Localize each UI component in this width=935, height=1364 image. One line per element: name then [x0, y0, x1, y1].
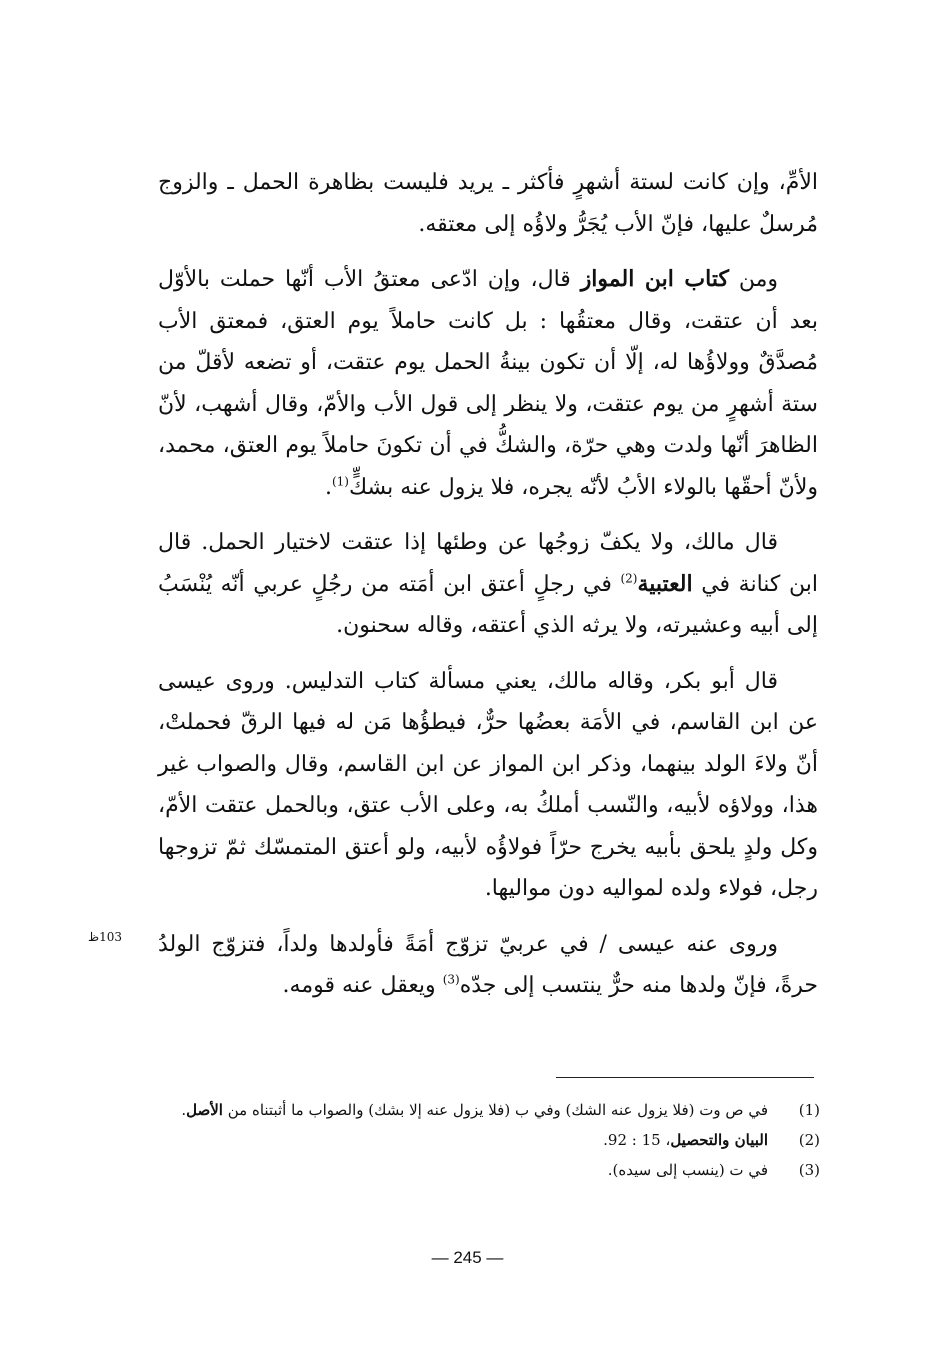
- folio-margin-note: 103ظ: [88, 930, 123, 944]
- text-run: ، 15 : 92.: [603, 1131, 671, 1149]
- text-run: في رجلٍ أعتق ابن أمَته من رجُلٍ عربي أنّه يُنْسَبُ إلى أبيه وعشيرته، ولا يرثه الذي أعتقه، وقاله سحنون.: [158, 571, 818, 638]
- footnote-text: [150, 1095, 768, 1125]
- paragraph-4: [158, 661, 818, 910]
- footnote-reference: (3): [442, 972, 460, 987]
- footnote-divider: [556, 1077, 814, 1078]
- bold-citation: العتبية: [637, 570, 693, 597]
- text-run: قال، وإن ادّعى معتقُ الأب أنّها حملت بالأوّل بعد أن عتقت، وقال معتقُها : بل كانت حاملاً يوم العتق، فمعتق الأب مُصدَّقٌ وولاؤُها له، إلّا أن تكون بينةُ الحمل يوم عتقت، أو تضعه لأقلّ من ستة أشهرٍ من يوم عتقت، ولا ينظر إلى قول الأب والأمّ، وقال أشهب، لأنّ الظاهرَ أنّها ولدت وهي حرّة، والشكُّ في أن تكونَ حاملاً يوم العتق، محمد، ولأنّ أحقّها بالولاء الأبُ لأنّه يجره، فلا يزول عنه بشكٍّ: [158, 267, 818, 500]
- text-run: .: [181, 1101, 187, 1119]
- footnote-1: [150, 1095, 820, 1125]
- text-run: ويعقل عنه قومه.: [282, 973, 443, 998]
- text-run: قال أبو بكر، وقاله مالك، يعني مسألة كتاب التدليس. وروى عيسى عن ابن القاسم، في الأمَة بعضُها حرٌّ، فيطؤُها مَن له فيها الرقّ فحملتْ، أنّ ولاءَ الولد بينهما، وذكر ابن المواز عن ابن القاسم، وقال والصواب غير هذا، وولاؤه لأبيه، والنّسب أملكُ به، وعلى الأب عتق، وبالحمل عتقت الأمّ، وكل ولدٍ يلحق بأبيه يخرج حرّاً فولاؤُه لأبيه، ولو أعتق المتمسّك ثمّ تزوجها رجل، فولاء ولده لمواليه دون مواليها.: [158, 668, 818, 901]
- footnote-reference: (1): [331, 474, 349, 489]
- text-run: في ص وت (فلا يزول عنه الشك) وفي ب (فلا يزول عنه إلا بشك) والصواب ما أثبتناه من: [222, 1101, 768, 1119]
- text-run: في ت (ينسب إلى سيده).: [607, 1161, 768, 1179]
- bold-citation: كتاب ابن المواز: [580, 266, 729, 292]
- text-run: ومن: [728, 267, 778, 292]
- paragraph-3: [158, 522, 818, 647]
- main-text: [158, 162, 818, 1007]
- paragraph-2: [158, 259, 818, 508]
- footnote-reference: (2): [620, 571, 638, 586]
- footnote-number: (1): [798, 1101, 820, 1119]
- footnotes: [150, 1095, 820, 1185]
- footnote-2: [150, 1125, 820, 1155]
- bold-citation: البيان والتحصيل: [670, 1131, 768, 1149]
- footnote-3: [150, 1155, 820, 1185]
- bold-citation: الأصل: [186, 1101, 223, 1119]
- footnote-text: [150, 1125, 768, 1155]
- paragraph-5: [158, 924, 818, 1007]
- paragraph-1: [158, 162, 818, 245]
- footnote-number: (3): [798, 1161, 820, 1179]
- text-run: الأمِّ، وإن كانت لستة أشهرٍ فأكثر ـ يريد فليست بظاهرة الحمل ـ والزوج مُرسلٌ عليها، فإنّ الأب يُجَرُّ ولاؤُه إلى معتقه.: [158, 170, 818, 237]
- text-run: وروى عنه عيسى / في عربيّ تزوّج أمَةً فأولدها ولداً، فتزوّج الولدُ حرةً، فإنّ ولدها منه حرٌّ ينتسب إلى جدّه: [158, 931, 818, 998]
- footnote-text: [150, 1155, 768, 1185]
- text-run: قال مالك، ولا يكفّ زوجُها عن وطئها إذا عتقت لاختيار الحمل. قال ابن كنانة في: [158, 530, 818, 597]
- text-run: .: [324, 474, 332, 500]
- footnote-number: (2): [798, 1131, 820, 1149]
- page-number: — 245 —: [431, 1248, 504, 1267]
